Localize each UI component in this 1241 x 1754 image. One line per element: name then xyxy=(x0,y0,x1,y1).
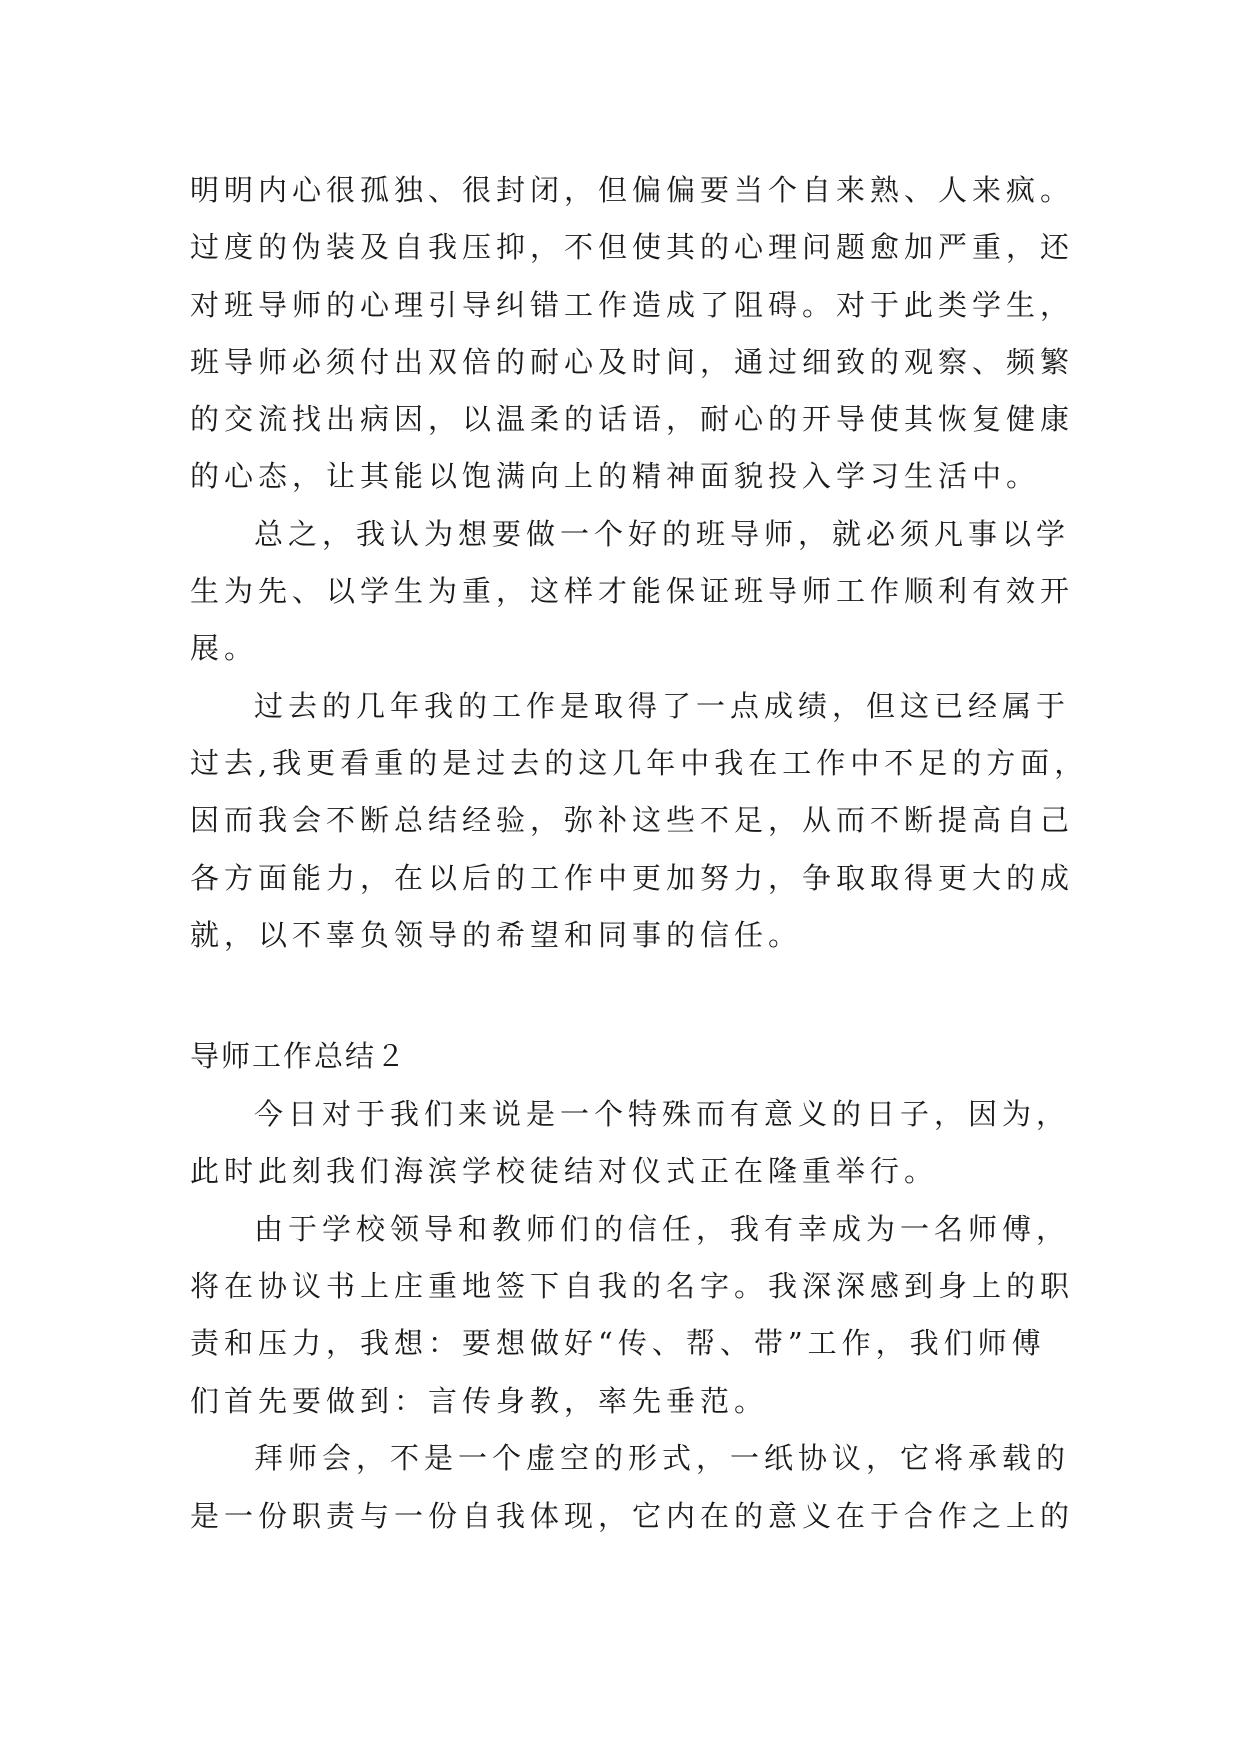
text-line: 过去,我更看重的是过去的这几年中我在工作中不足的方面， xyxy=(190,746,1089,780)
text-line: 因而我会不断总结经验，弥补这些不足，从而不断提高自己 xyxy=(190,803,1075,837)
text-line: 展。 xyxy=(190,631,259,665)
text-line: 们首先要做到：言传身教，率先垂范。 xyxy=(190,1384,769,1418)
text-line: 生为先、以学生为重，这样才能保证班导师工作顺利有效开 xyxy=(190,574,1075,608)
text-line: 拜师会，不是一个虚空的形式，一纸协议，它将承载的 xyxy=(254,1441,1071,1475)
text-line: 过度的伪装及自我压抑，不但使其的心理问题愈加严重，还 xyxy=(190,230,1075,264)
text-line: 责和压力，我想：要想做好“传、帮、带”工作，我们师傅 xyxy=(190,1326,1046,1360)
text-line: 是一份职责与一份自我体现，它内在的意义在于合作之上的 xyxy=(190,1499,1075,1533)
text-line: 对班导师的心理引导纠错工作造成了阻碍。对于此类学生， xyxy=(190,288,1075,322)
text-line: 的心态，让其能以饱满向上的精神面貌投入学习生活中。 xyxy=(190,459,1041,493)
text-line: 今日对于我们来说是一个特殊而有意义的日子，因为， xyxy=(254,1097,1071,1131)
text-line: 过去的几年我的工作是取得了一点成绩，但这已经属于 xyxy=(254,689,1071,723)
text-line: 此时此刻我们海滨学校徒结对仪式正在隆重举行。 xyxy=(190,1154,939,1188)
text-line: 将在协议书上庄重地签下自我的名字。我深深感到身上的职 xyxy=(190,1269,1075,1303)
text-line: 的交流找出病因，以温柔的话语，耐心的开导使其恢复健康 xyxy=(190,402,1075,436)
text-line: 明明内心很孤独、很封闭，但偏偏要当个自来熟、人来疯。 xyxy=(190,173,1075,207)
text-line: 由于学校领导和教师们的信任，我有幸成为一名师傅， xyxy=(254,1212,1071,1246)
section-heading: 导师工作总结２ xyxy=(190,1039,408,1073)
text-line: 就，以不辜负领导的希望和同事的信任。 xyxy=(190,918,803,952)
text-line: 班导师必须付出双倍的耐心及时间，通过细致的观察、频繁 xyxy=(190,345,1075,379)
text-line: 各方面能力，在以后的工作中更加努力，争取取得更大的成 xyxy=(190,861,1075,895)
text-line: 总之，我认为想要做一个好的班导师，就必须凡事以学 xyxy=(254,517,1071,551)
